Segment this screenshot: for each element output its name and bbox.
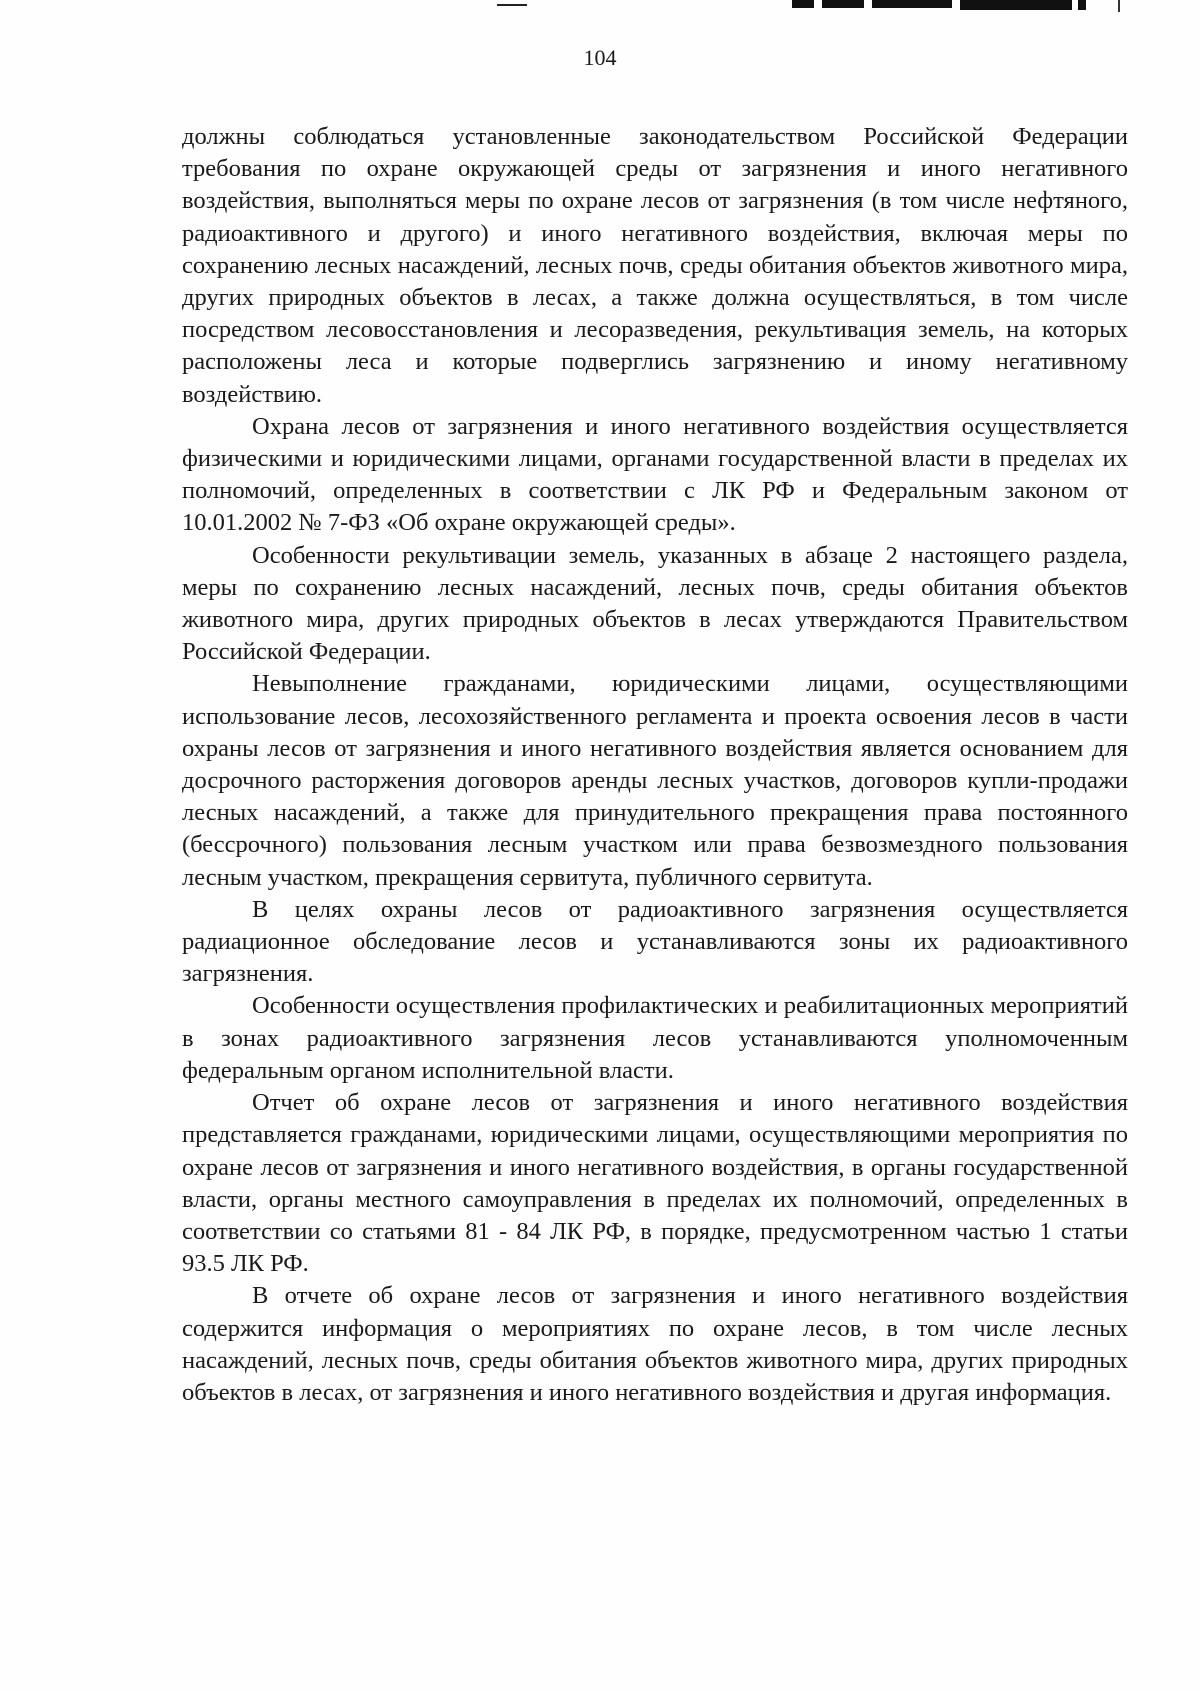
document-body: [182, 121, 1128, 1409]
scan-artifact-bar: [1078, 0, 1086, 10]
paragraph: В отчете об охране лесов от загрязнения и иного негативного воздействия содержится информация о мероприятиях по охране лесов, в том числе лесных насаждений, лесных почв, среды обитания объектов животного мира, других природных объектов в лесах, от загрязнения и иного негативного воздействия и другая информация.: [182, 1282, 1128, 1406]
scan-artifact-bar: [792, 0, 814, 8]
paragraph: Невыполнение гражданами, юридическими лицами, осуществляющими использование лесов, лесохозяйственного регламента и проекта освоения лесов в части охраны лесов от загрязнения и иного негативного воздействия является основанием для досрочного расторжения договоров аренды лесных участков, договоров купли-продажи лесных насаждений, а также для принудительного прекращения права постоянного (бессрочного) пользования лесным участком или права безвозмездного пользования лесным участком, прекращения сервитута, публичного сервитута.: [182, 670, 1128, 891]
scan-artifact-line: [497, 4, 527, 6]
scan-artifact-bar: [960, 0, 1072, 10]
scan-artifact-bar: [822, 0, 864, 8]
paragraph-continuation: должны соблюдаться установленные законодательством Российской Федерации требования по охране окружающей среды от загрязнения и иного негативного воздействия, выполняться меры по охране лесов от загрязнения (в том числе нефтяного, радиоактивного и другого) и иного негативного воздействия, включая меры по сохранению лесных насаждений, лесных почв, среды обитания объектов животного мира, других природных объектов в лесах, а также должна осуществляться, в том числе посредством лесовосстановления и лесоразведения, рекультивация земель, на которых расположены леса и которые подверглись загрязнению и иному негативному воздействию.: [182, 123, 1128, 408]
paragraph: Охрана лесов от загрязнения и иного негативного воздействия осуществляется физическими и юридическими лицами, органами государственной власти в пределах их полномочий, определенных в соответствии с ЛК РФ и Федеральным законом от 10.01.2002 № 7-ФЗ «Об охране окружающей среды».: [182, 412, 1128, 537]
scan-artifact-tick: [1118, 0, 1120, 12]
paragraph: Отчет об охране лесов от загрязнения и иного негативного воздействия представляется гражданами, юридическими лицами, осуществляющими мероприятия по охране лесов от загрязнения и иного негативного воздействия, в органы государственной власти, органы местного самоуправления в пределах их полномочий, определенных в соответствии со статьями 81 - 84 ЛК РФ, в порядке, предусмотренном частью 1 статьи 93.5 ЛК РФ.: [182, 1089, 1128, 1278]
paragraph: Особенности осуществления профилактических и реабилитационных мероприятий в зонах радиоактивного загрязнения лесов устанавливаются уполномоченным федеральным органом исполнительной власти.: [182, 992, 1128, 1084]
paragraph: Особенности рекультивации земель, указанных в абзаце 2 настоящего раздела, меры по сохранению лесных насаждений, лесных почв, среды обитания объектов животного мира, других природных объектов в лесах утверждаются Правительством Российской Федерации.: [182, 541, 1128, 666]
scan-artifact-bar: [872, 0, 952, 8]
paragraph: В целях охраны лесов от радиоактивного загрязнения осуществляется радиационное обследование лесов и устанавливаются зоны их радиоактивного загрязнения.: [182, 895, 1128, 988]
page-number: 104: [583, 45, 617, 70]
